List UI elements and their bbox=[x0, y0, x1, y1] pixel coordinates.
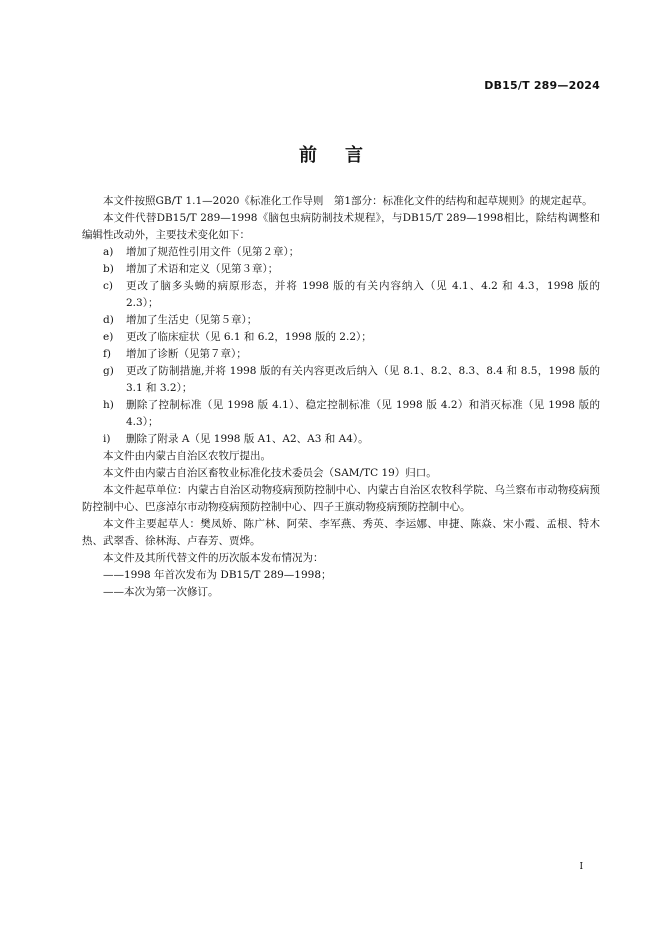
managed-by-paragraph: 本文件由内蒙古自治区畜牧业标准化技术委员会（SAM/TC 19）归口。 bbox=[103, 467, 437, 479]
list-item-text: 增加了诊断（见第７章）； bbox=[126, 348, 247, 360]
list-item-mark: h) bbox=[103, 399, 114, 411]
list-item bbox=[82, 431, 600, 448]
page-number: I bbox=[579, 862, 583, 872]
page-title: 前言 bbox=[299, 145, 391, 166]
list-item-text: 增加了规范性引用文件（见第２章）； bbox=[126, 246, 300, 258]
list-item-mark: f) bbox=[103, 348, 111, 360]
list-item bbox=[82, 329, 600, 346]
foreword-body bbox=[82, 193, 600, 601]
list-item-mark: a) bbox=[103, 246, 114, 258]
drafters-paragraph: 本文件主要起草人：樊凤娇、陈广林、阿荣、李军燕、秀英、李运娜、申捷、陈焱、宋小霞、孟根、特木热、武翠香、徐林海、卢春芳、贾烨。 bbox=[82, 518, 600, 547]
changes-list bbox=[82, 244, 600, 448]
history-entry: ——本次为第一次修订。 bbox=[103, 586, 219, 598]
list-item-text: 增加了生活史（见第５章）； bbox=[126, 314, 258, 326]
list-item bbox=[82, 363, 600, 397]
list-item-text: 增加了术语和定义（见第３章）； bbox=[126, 263, 279, 275]
list-item-mark: e) bbox=[103, 331, 114, 343]
list-item-text: 更改了临床症状（见 6.1 和 6.2，1998 版的 2.2）； bbox=[126, 331, 372, 343]
list-item-text: 更改了脑多头蚴的病原形态，并将 1998 版的有关内容纳入（见 4.1、4.2 和 4.3，1998 版的 2.3）； bbox=[126, 280, 600, 309]
list-item-text: 删除了控制标准（见 1998 版 4.1）、稳定控制标准（见 1998 版 4.2）和消灭标准（见 1998 版的 4.3）； bbox=[126, 399, 600, 428]
list-item bbox=[82, 312, 600, 329]
list-item bbox=[82, 397, 600, 431]
list-item-mark: i) bbox=[103, 433, 111, 445]
list-item bbox=[82, 346, 600, 363]
list-item bbox=[82, 278, 600, 312]
replaces-paragraph: 本文件代替DB15/T 289—1998《脑包虫病防制技术规程》，与DB15/T 289—1998相比，除结构调整和编辑性改动外，主要技术变化如下： bbox=[82, 212, 600, 241]
basis-paragraph: 本文件按照GB/T 1.1—2020《标准化工作导则 第1部分：标准化文件的结构和起草规则》的规定起草。 bbox=[103, 195, 593, 207]
list-item-text: 更改了防制措施,并将 1998 版的有关内容更改后纳入（见 8.1、8.2、8.3、8.4 和 8.5，1998 版的 3.1 和 3.2）； bbox=[126, 365, 600, 394]
drafting-units-paragraph: 本文件起草单位：内蒙古自治区动物疫病预防控制中心、内蒙古自治区农牧科学院、乌兰察布市动物疫病预防控制中心、巴彦淖尔市动物疫病预防控制中心、四子王旗动物疫病预防控制中心。 bbox=[82, 484, 600, 513]
list-item bbox=[82, 244, 600, 261]
proposed-by-paragraph: 本文件由内蒙古自治区农牧厅提出。 bbox=[103, 450, 271, 462]
list-item-mark: c) bbox=[103, 280, 113, 292]
list-item-text: 删除了附录 A（见 1998 版 A1、A2、A3 和 A4）。 bbox=[126, 433, 369, 445]
history-intro-paragraph: 本文件及其所代替文件的历次版本发布情况为： bbox=[103, 552, 324, 564]
list-item-mark: g) bbox=[103, 365, 114, 377]
history-entry: ——1998 年首次发布为 DB15/T 289—1998； bbox=[103, 569, 332, 581]
document-code: DB15/T 289—2024 bbox=[484, 79, 600, 92]
list-item-mark: b) bbox=[103, 263, 114, 275]
list-item bbox=[82, 261, 600, 278]
list-item-mark: d) bbox=[103, 314, 114, 326]
